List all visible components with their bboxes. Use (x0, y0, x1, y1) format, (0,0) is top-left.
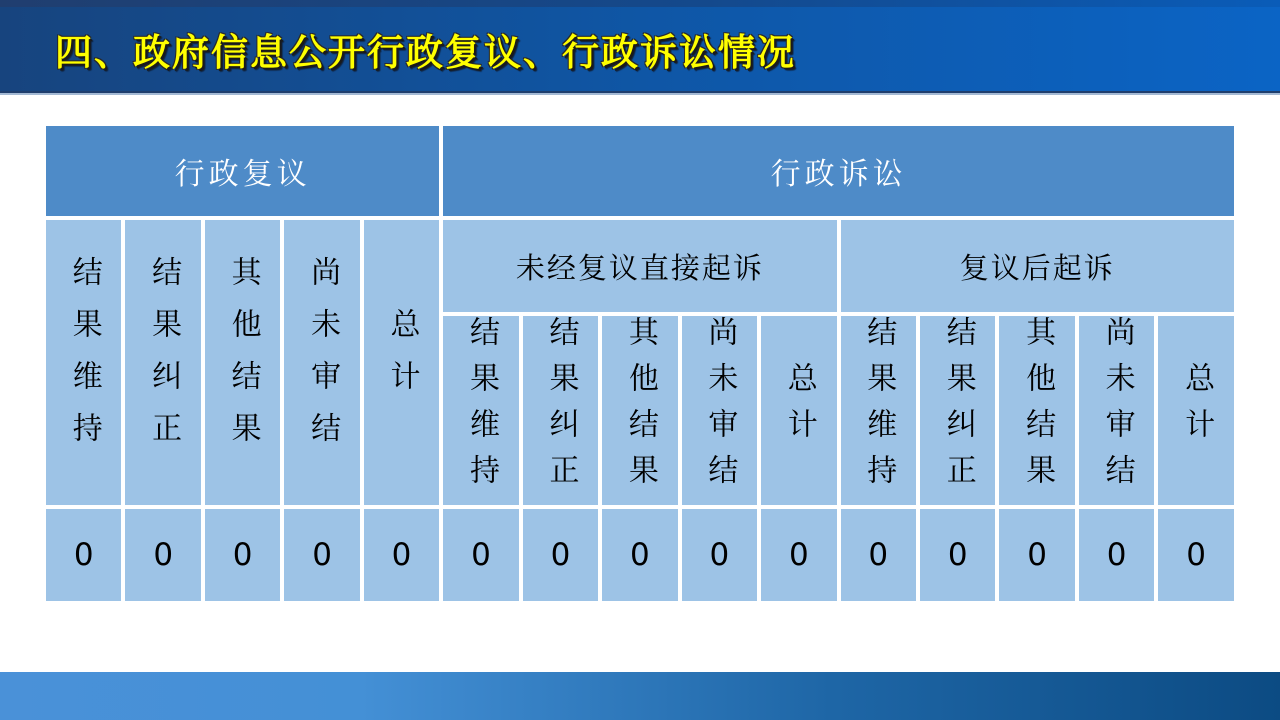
value-cell: 0 (1158, 509, 1234, 601)
review-col-other-results-label: 其他结果 (226, 256, 260, 464)
header-direct-lawsuit: 未经复议直接起诉 (443, 220, 836, 312)
header-administrative-review: 行政复议 (46, 126, 439, 216)
direct-col-pending-label: 尚未审结 (703, 316, 737, 500)
title-band-top-strip (0, 0, 1280, 7)
value-cell: 0 (841, 509, 916, 601)
page-title: 四、政府信息公开行政复议、行政诉讼情况 (55, 32, 796, 73)
after-col-other-results-label: 其他结果 (1021, 316, 1055, 500)
value-cell: 0 (284, 509, 359, 601)
title-band-light-rule (0, 93, 1280, 95)
review-col-other-results (205, 220, 280, 505)
review-col-total-label: 总计 (385, 308, 419, 412)
header-administrative-litigation: 行政诉讼 (443, 126, 1234, 216)
direct-col-result-corrected (523, 316, 598, 505)
review-col-result-maintained (46, 220, 121, 505)
review-col-result-maintained-label: 结果维持 (67, 256, 101, 464)
direct-col-result-corrected-label: 结果纠正 (544, 316, 578, 500)
table-row-group-headers (46, 126, 1234, 216)
review-col-pending-label: 尚未审结 (306, 256, 340, 464)
value-cell: 0 (125, 509, 200, 601)
after-col-pending-label: 尚未审结 (1100, 316, 1134, 500)
value-cell: 0 (46, 509, 121, 601)
review-litigation-table (42, 122, 1238, 605)
value-cell: 0 (1079, 509, 1154, 601)
after-col-total-label: 总计 (1180, 362, 1214, 454)
after-col-result-corrected-label: 结果纠正 (941, 316, 975, 500)
value-cell: 0 (205, 509, 280, 601)
title-band (0, 0, 1280, 95)
table-row-subgroup-headers (46, 220, 1234, 312)
value-cell: 0 (920, 509, 995, 601)
value-cell: 0 (523, 509, 598, 601)
after-col-other-results (999, 316, 1074, 505)
value-cell: 0 (761, 509, 836, 601)
after-col-result-maintained (841, 316, 916, 505)
header-lawsuit-after-review: 复议后起诉 (841, 220, 1234, 312)
direct-col-total (761, 316, 836, 505)
after-col-result-corrected (920, 316, 995, 505)
value-cell: 0 (602, 509, 677, 601)
footer-band (0, 672, 1280, 720)
after-col-pending (1079, 316, 1154, 505)
value-cell: 0 (443, 509, 518, 601)
value-cell: 0 (682, 509, 757, 601)
after-col-total (1158, 316, 1234, 505)
review-col-pending (284, 220, 359, 505)
review-col-total (364, 220, 439, 505)
review-col-result-corrected (125, 220, 200, 505)
direct-col-total-label: 总计 (782, 362, 816, 454)
title-band-main (0, 7, 1280, 91)
direct-col-other-results-label: 其他结果 (623, 316, 657, 500)
table-row-values (46, 509, 1234, 601)
value-cell: 0 (999, 509, 1074, 601)
direct-col-result-maintained (443, 316, 518, 505)
review-col-result-corrected-label: 结果纠正 (147, 256, 181, 464)
direct-col-result-maintained-label: 结果维持 (464, 316, 498, 500)
value-cell: 0 (364, 509, 439, 601)
direct-col-other-results (602, 316, 677, 505)
after-col-result-maintained-label: 结果维持 (862, 316, 896, 500)
direct-col-pending (682, 316, 757, 505)
